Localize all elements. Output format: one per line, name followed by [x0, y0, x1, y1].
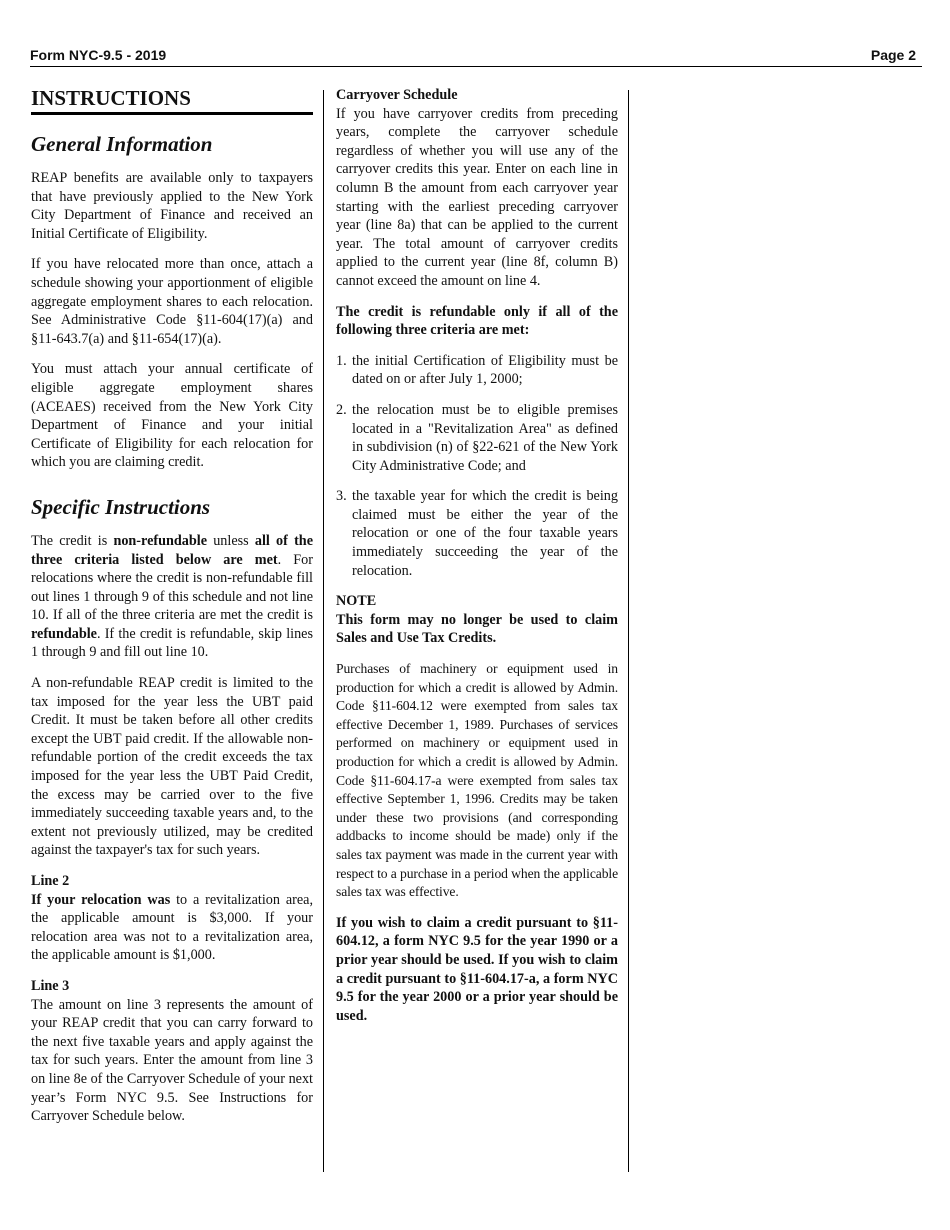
claim-credit-paragraph: If you wish to claim a credit pursuant to §11-604.12, a form NYC 9.5 for the year 1990 or a prior year should be used. If you wish to claim a credit pursuant to §11-604.17-a, a form NYC 9.5 for the year 2000 or a prior year should be used.: [336, 914, 618, 1024]
line-2-heading: Line 2: [31, 873, 70, 889]
specific-instructions-title: Specific Instructions: [31, 494, 211, 519]
right-column: [336, 86, 618, 1037]
refundable-criteria-heading: The credit is refundable only if all of the following three criteria are met:: [336, 303, 618, 339]
general-paragraph-3: You must attach your annual certificate of eligible aggregate employment shares (ACEAES) received from the New York City Department of Finance and your initial Certificate of Eligibility for each relocation for which you are claiming credit.: [31, 361, 313, 471]
note-text: This form may no longer be used to claim Sales and Use Tax Credits.: [336, 611, 618, 647]
header-rule: [30, 66, 922, 67]
criteria-item-2: 2. the relocation must be to eligible premises located in a "Revitalization Area" as defined in subdivision (n) of §22-621 of the New York City Administrative Code; and: [336, 401, 618, 474]
specific-paragraph-1: The credit is non-refundable unless all of the three criteria listed below are met. For relocations where the credit is non-refundable fill out lines 1 through 9 of this schedule and not line 10. If all of the three criteria are met the credit is refundable. If the credit is refundable, skip lines 1 through 9 and fill out line 10.: [31, 532, 313, 661]
line-3-heading: Line 3: [31, 977, 70, 994]
criteria-item-1: 1. the initial Certification of Eligibility must be dated on or after July 1, 2000;: [336, 352, 618, 388]
left-column: [31, 86, 313, 1138]
general-paragraph-1: REAP benefits are available only to taxpayers that have previously applied to the New York City Department of Finance and received an Initial Certificate of Eligibility.: [31, 170, 313, 242]
general-paragraph-2: If you have relocated more than once, attach a schedule showing your apportionment of eligible aggregate employment shares to each relocation. See Administrative Code §11-604(17)(a) and §11-643.7(a) and §11-654(17)(a).: [31, 256, 313, 347]
carryover-schedule-text: If you have carryover credits from preceding years, complete the carryover schedule regardless of whether you will use any of the carryover credits this year. Enter on each line in column B the amount from each carryover year starting with the earliest preceding carryover year (line 8a) that can be applied to the current year. The total amount of carryover credits applied to the current year (line 8f, column B) cannot exceed the amount on line 4.: [336, 105, 618, 289]
purchases-paragraph: Purchases of machinery or equipment used in production for which a credit is allowed by Admin. Code §11-604.12 were exempted from sales tax effective December 1, 1989. Purchases of services performed on machinery or equipment used in production for which a credit is allowed by Admin. Code §11-604.17-a were exempted from sales tax effective September 1, 1996. Credits may be taken under these two provisions (and corresponding addbacks to income should be made) only if the sales tax payment was made in the current year with respect to a purchase in a period when the applicable sales tax was effective.: [336, 661, 618, 900]
specific-paragraph-2: A non-refundable REAP credit is limited to the tax imposed for the year less the UBT paid Credit. It must be taken before all other credits except the UBT paid credit. If the allowable non-refundable portion of the credit exceeds the tax imposed for the year less the UBT Paid Credit, the excess may be carried over to the five immediately succeeding taxable years and, to the extent not previously utilized, may be credited against the taxpayer's tax for such years.: [31, 675, 313, 859]
line-2-text: If your relocation was to a revitalization area, the applicable amount is $3,000. If your relocation area was not to a revitalization area, the applicable amount is $1,000.: [31, 891, 313, 964]
criteria-item-3: 3. the taxable year for which the credit is being claimed must be either the year of the relocation or one of the four taxable years immediately succeeding the year of the relocation.: [336, 488, 618, 579]
note-heading: NOTE: [336, 593, 377, 610]
line-3-text: The amount on line 3 represents the amount of your REAP credit that you can carry forward to the next five taxable years and apply against the tax for such years. Enter the amount from line 3 on line 8e of the Carryover Schedule of your next year’s Form NYC 9.5. See Instructions for Carryover Schedule below.: [31, 996, 313, 1125]
instructions-title: INSTRUCTIONS: [31, 86, 313, 115]
column-divider-2: [628, 90, 629, 1172]
column-divider-1: [323, 90, 324, 1172]
general-information-title: General Information: [31, 132, 213, 156]
page-number: Page 2: [870, 47, 916, 63]
form-id: Form NYC-9.5 - 2019: [30, 47, 167, 63]
carryover-schedule-heading: Carryover Schedule: [336, 87, 458, 103]
page-header: [30, 47, 916, 65]
